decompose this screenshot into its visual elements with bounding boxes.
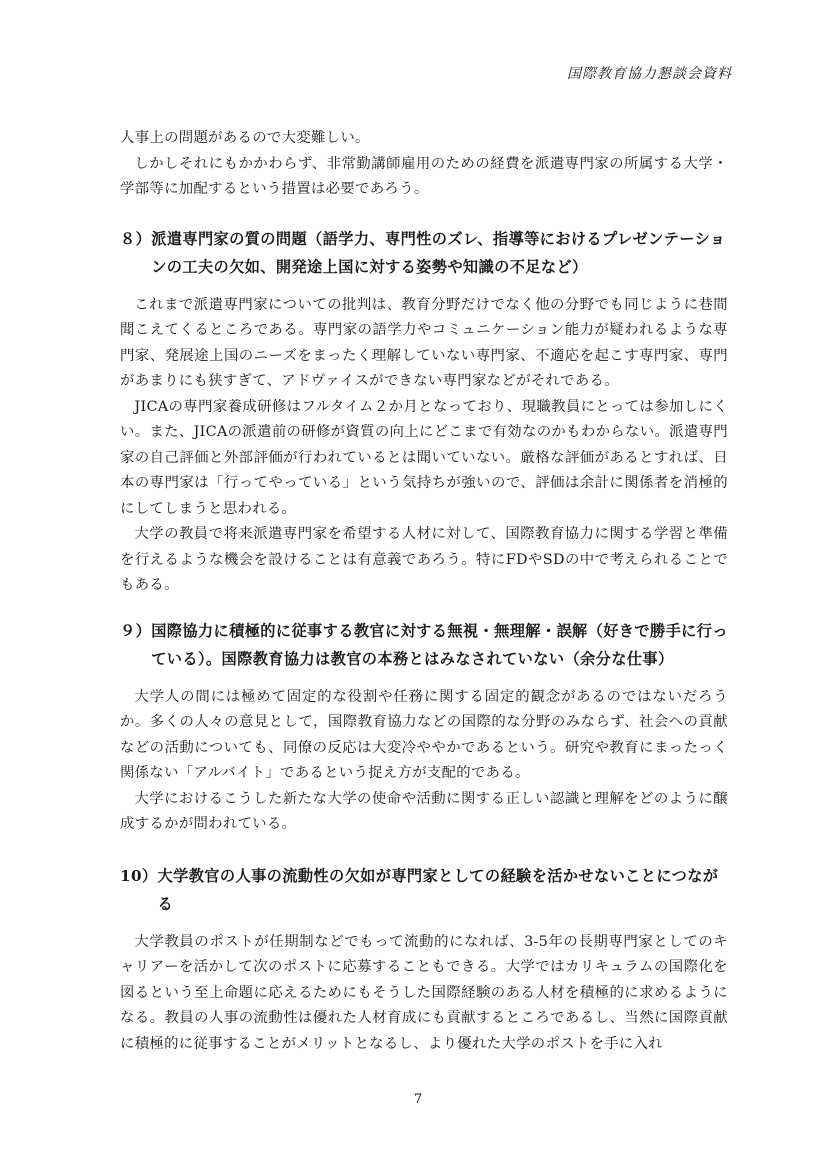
section-title: 派遣専門家の質の問題（語学力、専門性のズレ、指導等におけるプレゼンテーションの工夫の欠如、開発途上国に対する姿勢や知識の不足など） [151,229,726,276]
section-9-heading [120,617,728,673]
section-10-body [120,930,728,1058]
paragraph: しかしそれにもかかわらず、非常勤講師雇用のための経費を派遣専門家の所属する大学・学部等に加配するという措置は必要であろう。 [120,155,728,197]
section-8-heading [120,225,728,281]
page-number: 7 [413,1092,423,1107]
running-header: 国際教育協力懇談会資料 [567,66,732,82]
section-9-body [120,685,728,838]
section-number: ８） [120,229,152,248]
section-title: 国際協力に積極的に従事する教官に対する無視・無理解・誤解（好きで勝手に行っている）。国際教育協力は教官の本務とはみなされていない（余分な仕事） [151,621,728,668]
paragraph: これまで派遣専門家についての批判は、教育分野だけでなく他の分野でも同じように巷間聞こえてくるところである。専門家の語学力やコミュニケーション能力が疑われるような専門家、発展途上国のニーズをまったく理解していない専門家、不適応を起こす専門家、専門があまりにも狭すぎて、アドヴァイスができない専門家などがそれである。 [120,296,728,389]
paragraph: JICAの専門家養成研修はフルタイム２か月となっており、現職教員にとっては参加しにくい。また、JICAの派遣前の研修が資質の向上にどこまで有効なのかもわからない。派遣専門家の自己評価と外部評価が行われているとは聞いていない。厳格な評価があるとすれば、日本の専門家は「行ってやっている」という気持ちが強いので、評価は余計に関係者を消極的にしてしまうと思われる。 [120,398,728,517]
paragraph: 大学人の間には極めて固定的な役割や任務に関する固定的観念があるのではないだろうか。多くの人々の意見として，国際教育協力などの国際的な分野のみならず、社会への貢献などの活動についても、同僚の反応は大変冷ややかであるという。研究や教育にまったっく関係ない「アルバイト」であるという捉え方が支配的である。 [120,688,728,781]
body-text [120,126,728,1057]
section-number: ９） [120,621,152,640]
section-10-heading [120,862,728,918]
paragraph: 大学におけるこうした新たな大学の使命や活動に関する正しい認識と理解をどのように醸成するかが問われている。 [120,790,728,832]
paragraph: 大学の教員で将来派遣専門家を希望する人材に対して、国際教育協力に関する学習と準備を行えるような機会を設けることは有意義であろう。特にFDやSDの中で考えられることでもある。 [120,526,728,593]
paragraph: 人事上の問題があるので大変難しい。 [120,130,370,146]
paragraph: 大学教員のポストが任期制などでもって流動的になれば、3-5年の長期専門家としてのキャリアーを活かして次のポストに応募することもできる。大学ではカリキュラムの国際化を図るという至上命題に応えるためにもそうした国際経験のある人材を積極的に求めるようになる。教員の人事の流動性は優れた人材育成にも貢献するところであるし、当然に国際貢献に積極的に従事することがメリットとなるし、より優れた大学のポストを手に入れ [120,933,728,1052]
section-8-body [120,293,728,599]
section-number: 10） [120,866,158,885]
section-title: 大学教官の人事の流動性の欠如が専門家としての経験を活かせないことにつながる [157,866,719,913]
